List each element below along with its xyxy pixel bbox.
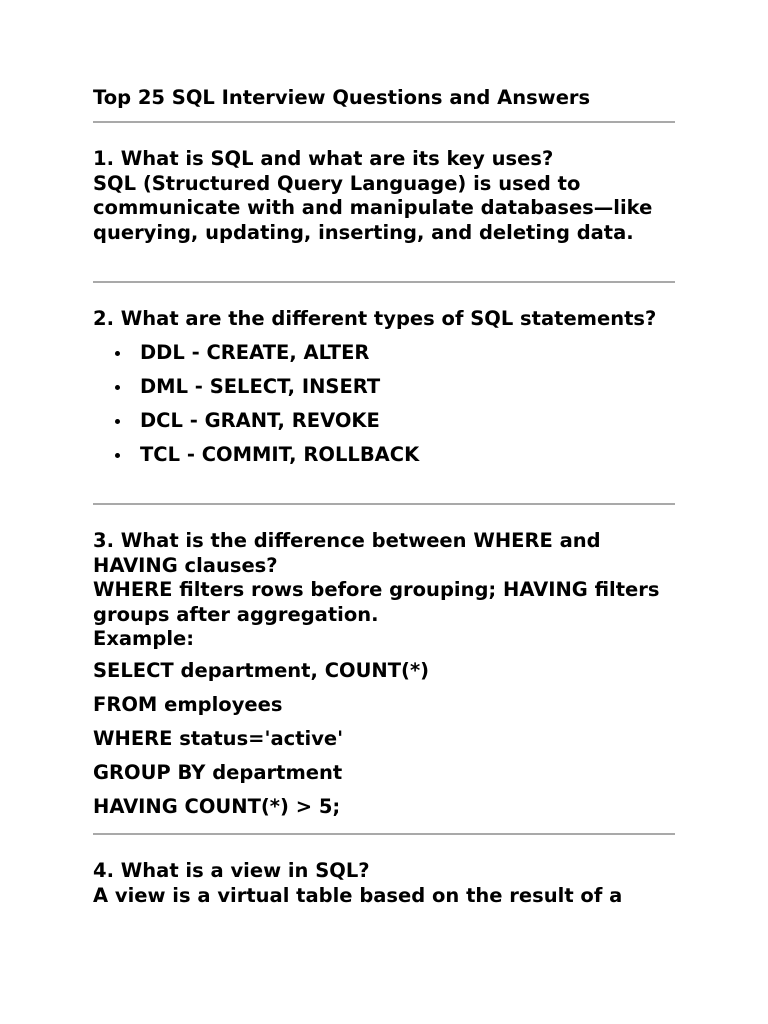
bullet-icon (115, 385, 120, 390)
question-heading: 4. What is a view in SQL? (93, 859, 370, 882)
list-item-text: DML - SELECT, INSERT (140, 374, 381, 398)
divider (93, 281, 675, 283)
list-item (93, 404, 675, 438)
list-item-text: TCL - COMMIT, ROLLBACK (140, 442, 420, 466)
code-line: FROM employees (93, 692, 283, 716)
list-item (93, 370, 675, 404)
code-line: GROUP BY department (93, 760, 343, 784)
divider (93, 833, 675, 835)
list-item-text: DDL - CREATE, ALTER (140, 340, 370, 364)
code-line: SELECT department, COUNT(*) (93, 658, 430, 682)
question-block-1 (93, 147, 675, 245)
code-example (93, 654, 675, 824)
divider (93, 503, 675, 505)
question-block-3 (93, 529, 675, 824)
question-heading: 2. What are the different types of SQL statements? (93, 307, 657, 330)
document-title: Top 25 SQL Interview Questions and Answers (93, 86, 591, 109)
bullet-icon (115, 453, 120, 458)
question-heading: 1. What is SQL and what are its key uses? (93, 147, 554, 170)
example-label: Example: (93, 627, 195, 650)
statement-types-list (93, 336, 675, 472)
answer-text: SQL (Structured Query Language) is used to communicate with and manipulate databases—like querying, updating, inserting, and deleting data. (93, 171, 653, 244)
code-line: WHERE status='active' (93, 726, 344, 750)
question-heading: 3. What is the difference between WHERE and HAVING clauses? (93, 529, 601, 577)
bullet-icon (115, 351, 120, 356)
question-block-4 (93, 859, 675, 908)
answer-text: WHERE filters rows before grouping; HAVING filters groups after aggregation. (93, 578, 660, 626)
list-item (93, 336, 675, 370)
question-block-2 (93, 307, 675, 472)
bullet-icon (115, 419, 120, 424)
list-item-text: DCL - GRANT, REVOKE (140, 408, 380, 432)
divider (93, 121, 675, 123)
answer-text: A view is a virtual table based on the result of a (93, 883, 623, 907)
code-line: HAVING COUNT(*) > 5; (93, 794, 341, 818)
list-item (93, 438, 675, 472)
